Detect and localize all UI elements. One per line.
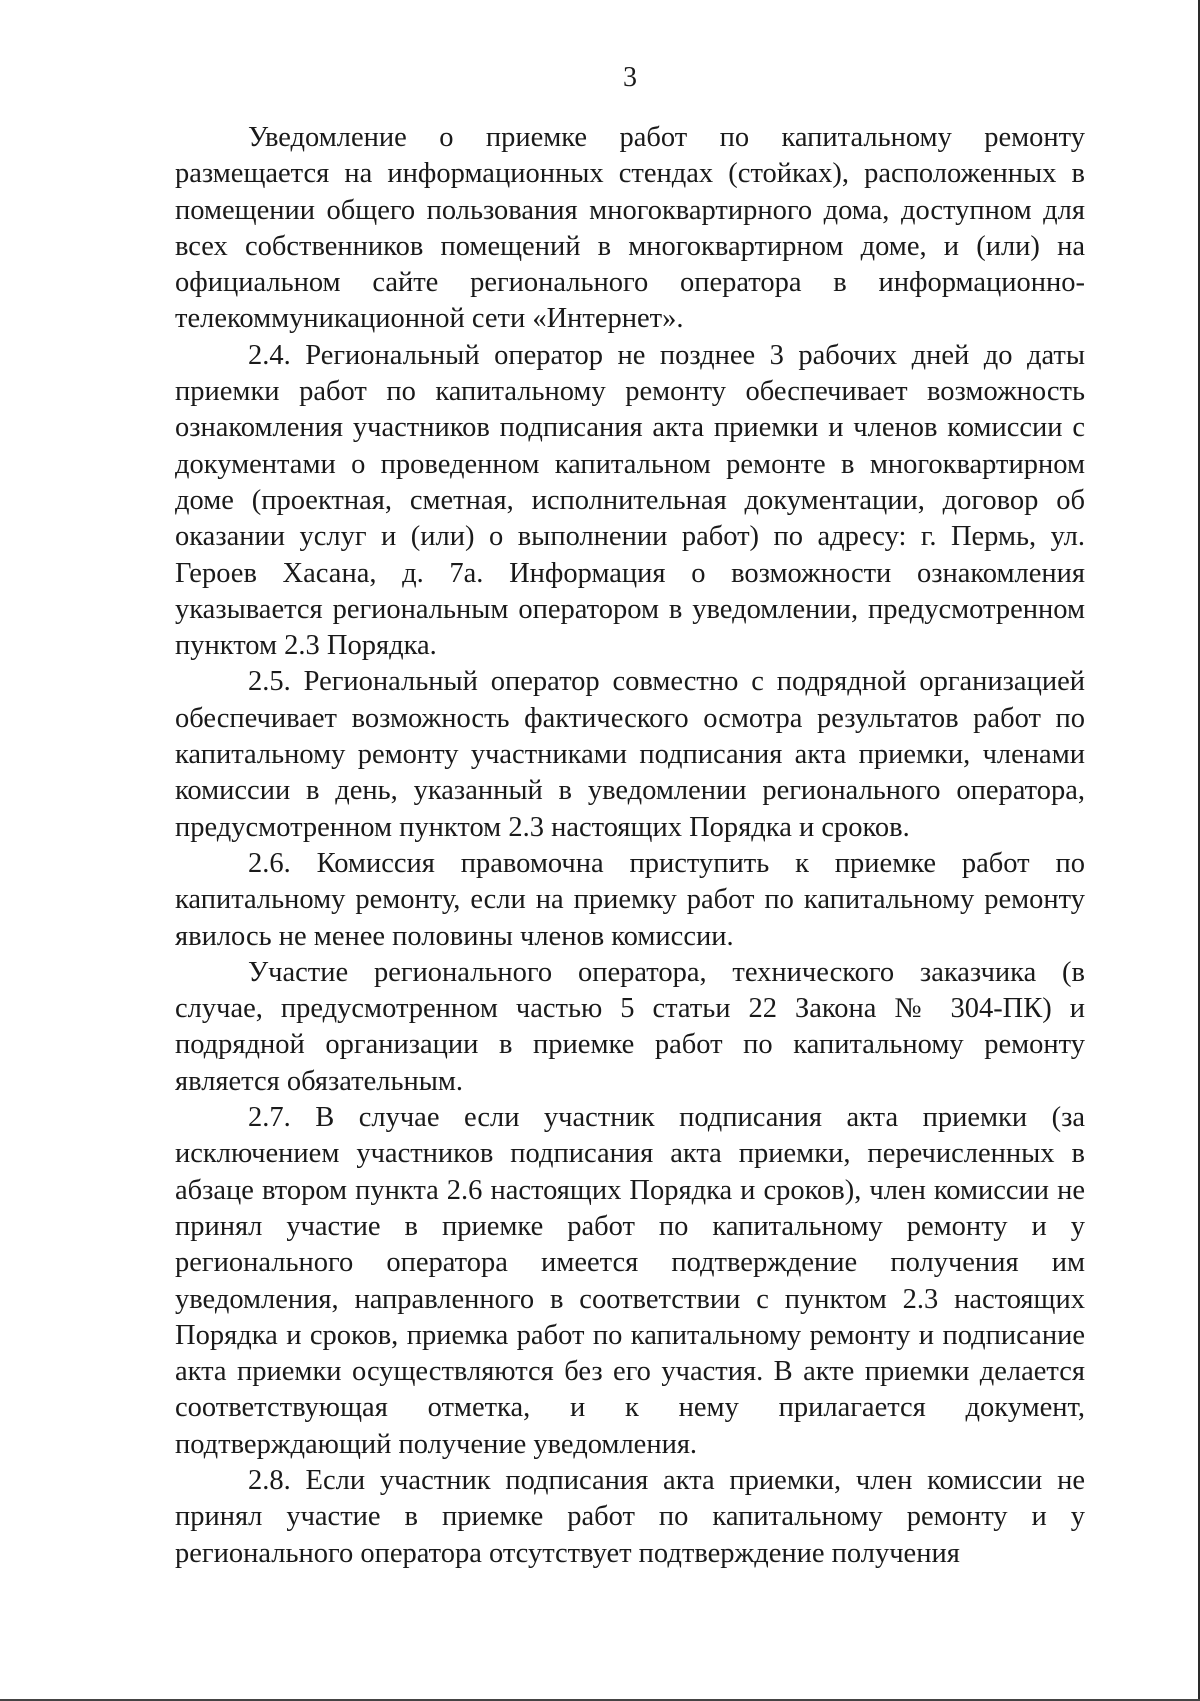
- paragraph-2-4: 2.4. Региональный оператор не позднее 3 рабочих дней до даты приемки работ по капитальному ремонту обеспечивает возможность ознакомления участников подписания акта приемки и членов комиссии с документами о проведенном капитальном ремонте в многоквартирном доме (проектная, сметная, исполнительная документации, договор об оказании услуг и (или) о выполнении работ) по адресу: г. Пермь, ул. Героев Хасана, д. 7а. Информация о возможности ознакомления указывается региональным оператором в уведомлении, предусмотренном пунктом 2.3 Порядка.: [175, 339, 1085, 662]
- page-number: 3: [623, 62, 637, 93]
- paragraph-notice-placement: Уведомление о приемке работ по капитальному ремонту размещается на информационных стендах (стойках), расположенных в помещении общего пользования многоквартирного дома, доступном для всех собственников помещений в многоквартирном доме, и (или) на официальном сайте регионального оператора в информационно-телекоммуникационной сети «Интернет».: [175, 122, 1085, 335]
- paragraph-2-6-participation: Участие регионального оператора, технического заказчика (в случае, предусмотренном частью 5 статьи 22 Закона № 304-ПК) и подрядной организации в приемке работ по капитальному ремонту является обязательным.: [175, 956, 1085, 1097]
- paragraph-2-6: 2.6. Комиссия правомочна приступить к приемке работ по капитальному ремонту, если на приемку работ по капитальному ремонту явилось не менее половины членов комиссии.: [175, 847, 1085, 952]
- paragraph-2-5: 2.5. Региональный оператор совместно с подрядной организацией обеспечивает возможность фактического осмотра результатов работ по капитальному ремонту участниками подписания акта приемки, членами комиссии в день, указанный в уведомлении регионального оператора, предусмотренном пунктом 2.3 настоящих Порядка и сроков.: [175, 666, 1085, 843]
- paragraph-2-8: 2.8. Если участник подписания акта приемки, член комиссии не принял участие в приемке работ по капитальному ремонту и у регионального оператора отсутствует подтверждение получения: [175, 1464, 1085, 1569]
- paragraph-2-7: 2.7. В случае если участник подписания акта приемки (за исключением участников подписания акта приемки, перечисленных в абзаце втором пункта 2.6 настоящих Порядка и сроков), член комиссии не принял участие в приемке работ по капитальному ремонту и у регионального оператора имеется подтверждение получения им уведомления, направленного в соответствии с пунктом 2.3 настоящих Порядка и сроков, приемка работ по капитальному ремонту и подписание акта приемки осуществляются без его участия. В акте приемки делается соответствующая отметка, и к нему прилагается документ, подтверждающий получение уведомления.: [175, 1102, 1085, 1460]
- document-body: [175, 120, 1085, 1572]
